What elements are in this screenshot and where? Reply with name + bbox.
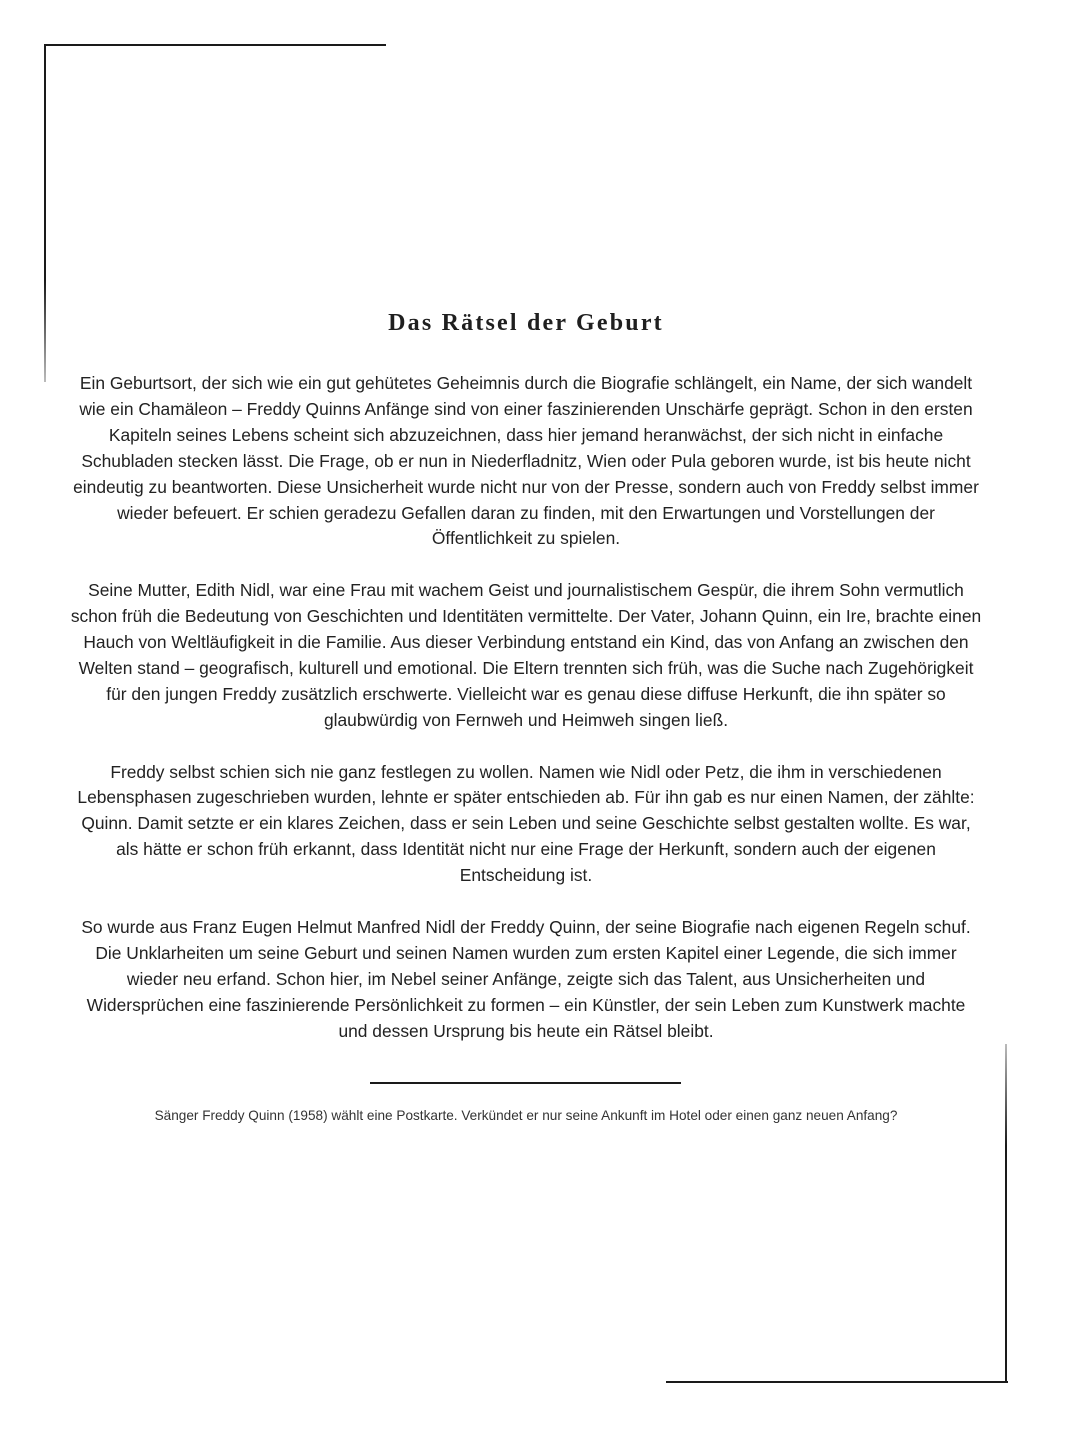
section-divider [370, 1082, 681, 1084]
paragraph-2: Seine Mutter, Edith Nidl, war eine Frau mit wachem Geist und journalistischem Gespür, die ihrem Sohn vermutlich schon früh die Bedeutung von Geschichten und Identitäten vermittelte. Der Vater, Johann Quinn, ein Ire, brachte einen Hauch von Weltläufigkeit in die Familie. Aus dieser Verbindung entstand ein Kind, das von Anfang an zwischen den Welten stand – geografisch, kulturell und emotional. Die Eltern trennten sich früh, was die Suche nach Zugehörigkeit für den jungen Freddy zusätzlich erschwerte. Vielleicht war es genau diese diffuse Herkunft, die ihn später so glaubwürdig von Fernweh und Heimweh singen ließ. [70, 580, 982, 730]
corner-frame-bottom-right-horizontal [666, 1381, 1008, 1383]
chapter-title: Das Rätsel der Geburt [388, 310, 664, 336]
photo-caption: Sänger Freddy Quinn (1958) wählt eine Postkarte. Verkündet er nur seine Ankunft im Hotel oder einen ganz neuen Anfang? [154, 1108, 898, 1123]
corner-frame-bottom-right-vertical [1005, 1044, 1007, 1383]
paragraph-1: Ein Geburtsort, der sich wie ein gut gehütetes Geheimnis durch die Biografie schlängelt, ein Name, der sich wandelt wie ein Chamäleon – Freddy Quinns Anfänge sind von einer faszinierenden Unschärfe geprägt. Schon in den ersten Kapiteln seines Lebens scheint sich abzuzeichnen, dass hier jemand heranwächst, der sich nicht in einfache Schubladen stecken lässt. Die Frage, ob er nun in Niederfladnitz, Wien oder Pula geboren wurde, ist bis heute nicht eindeutig zu beantworten. Diese Unsicherheit wurde nicht nur von der Presse, sondern auch von Freddy selbst immer wieder befeuert. Er schien geradezu Gefallen daran zu finden, mit den Erwartungen und Vorstellungen der Öffentlichkeit zu spielen. [73, 373, 979, 549]
paragraph-3: Freddy selbst schien sich nie ganz festlegen zu wollen. Namen wie Nidl oder Petz, die ihm in verschiedenen Lebensphasen zugeschrieben wurden, lehnte er später entschieden ab. Für ihn gab es nur einen Namen, der zählte: Quinn. Damit setzte er ein klares Zeichen, dass er sein Leben und seine Geschichte selbst gestalten wollte. Es war, als hätte er schon früh erkannt, dass Identität nicht nur eine Frage der Herkunft, sondern auch der eigenen Entscheidung ist. [77, 761, 975, 886]
paragraph-4: So wurde aus Franz Eugen Helmut Manfred Nidl der Freddy Quinn, der seine Biografie nach eigenen Regeln schuf. Die Unklarheiten um seine Geburt und seinen Namen wurden zum ersten Kapitel einer Legende, die sich immer wieder neu erfand. Schon hier, im Nebel seiner Anfänge, zeigte sich das Talent, aus Unsicherheiten und Widersprüchen eine faszinierende Persönlichkeit zu formen – ein Künstler, der sein Leben zum Kunstwerk machte und dessen Ursprung bis heute ein Rätsel bleibt. [81, 916, 971, 1041]
body-text [70, 371, 982, 1070]
corner-frame-top-left-horizontal [44, 44, 386, 46]
